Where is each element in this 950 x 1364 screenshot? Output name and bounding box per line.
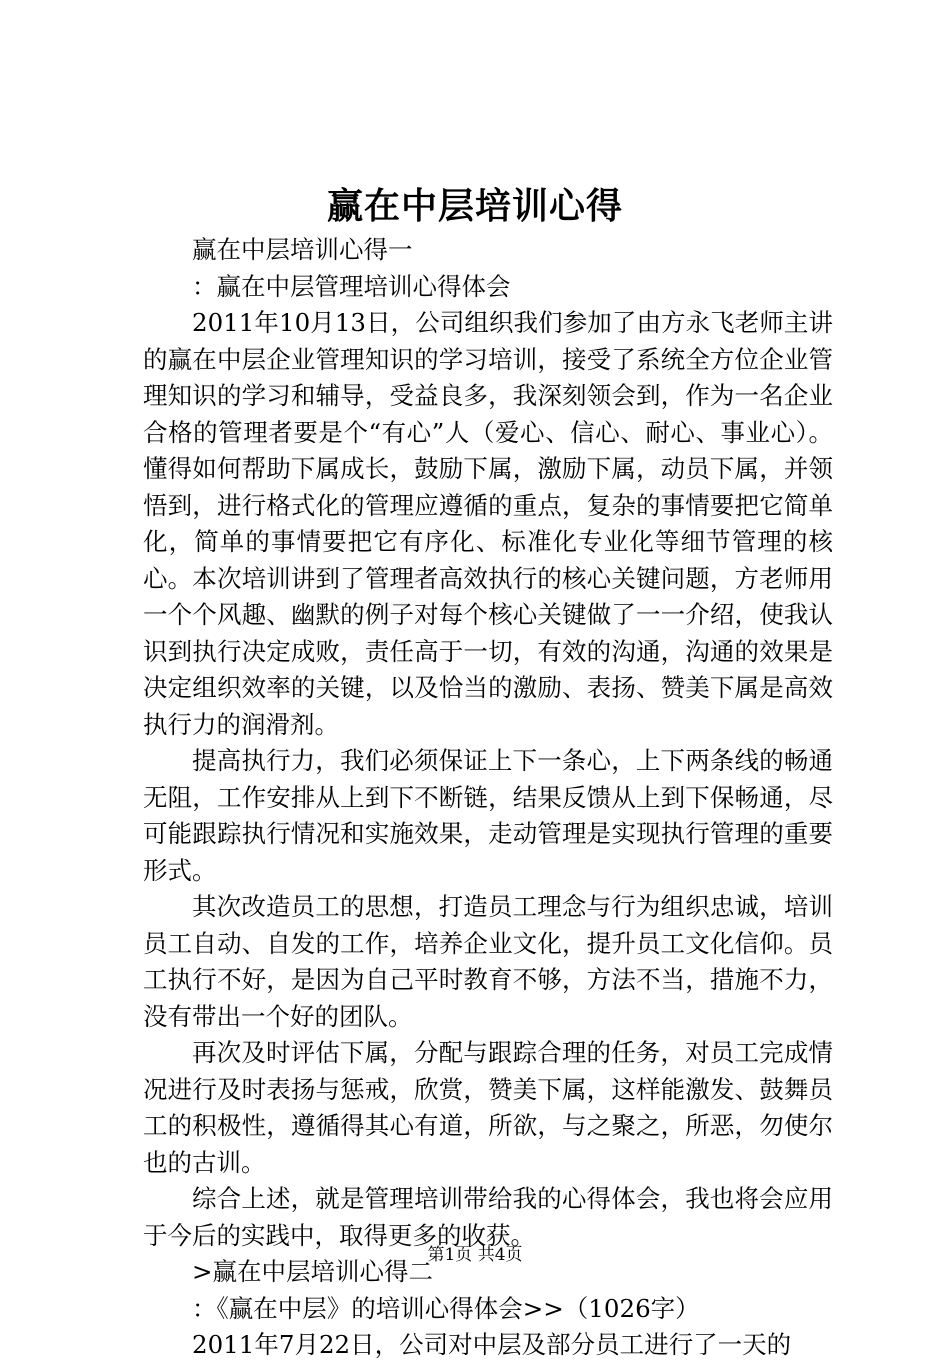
paragraph: 再次及时评估下属，分配与跟踪合理的任务，对员工完成情况进行及时表扬与惩戒，欣赏，赞美下属，这样能激发、鼓舞员工的积极性，遵循得其心有道，所欲，与之聚之，所恶，勿使尔也的古训。 — [143, 1038, 833, 1177]
page-number-footer: 第1页 共4页 — [427, 1245, 523, 1265]
page-title: 赢在中层培训心得 — [326, 185, 623, 227]
paragraph: 提高执行力，我们必须保证上下一条心，上下两条线的畅通无阻，工作安排从上到下不断链，结果反馈从上到下保畅通，尽可能跟踪执行情况和实施效果，走动管理是实现执行管理的重要形式。 — [143, 746, 833, 885]
section-subheading-2: ：《赢在中层》的培训心得体会>>（1026字） — [192, 1293, 700, 1323]
section-heading-2: >赢在中层培训心得二 — [192, 1257, 434, 1286]
section-subheading-1: ：赢在中层管理培训心得体会 — [192, 271, 511, 301]
paragraph: 其次改造员工的思想，打造员工理念与行为组织忠诚，培训员工自动、自发的工作，培养企业文化，提升员工文化信仰。员工执行不好，是因为自己平时教育不够，方法不当，措施不力，没有带出一个好的团队。 — [143, 892, 833, 1031]
section-heading-1: 赢在中层培训心得一 — [192, 235, 413, 264]
paragraph: 综合上述，就是管理培训带给我的心得体会，我也将会应用于今后的实践中，取得更多的收获。 — [143, 1184, 833, 1250]
paragraph: 2011年7月22日，公司对中层及部分员工进行了一天的 — [192, 1330, 792, 1359]
paragraph: 2011年10月13日，公司组织我们参加了由方永飞老师主讲的赢在中层企业管理知识的学习培训，接受了系统全方位企业管理知识的学习和辅导，受益良多，我深刻领会到，作为一名企业合格的管理者要是个“有心”人（爱心、信心、耐心、事业心）。懂得如何帮助下属成长，鼓励下属，激励下属，动员下属，并领悟到，进行格式化的管理应遵循的重点，复杂的事情要把它简单化，简单的事情要把它有序化、标准化专业化等细节管理的核心。本次培训讲到了管理者高效执行的核心关键问题，方老师用一个个风趣、幽默的例子对每个核心关键做了一一介绍，使我认识到执行决定成败，责任高于一切，有效的沟通，沟通的效果是决定组织效率的关键，以及恰当的激励、表扬、赞美下属是高效执行力的润滑剂。 — [143, 308, 833, 739]
document-body — [143, 232, 833, 1364]
